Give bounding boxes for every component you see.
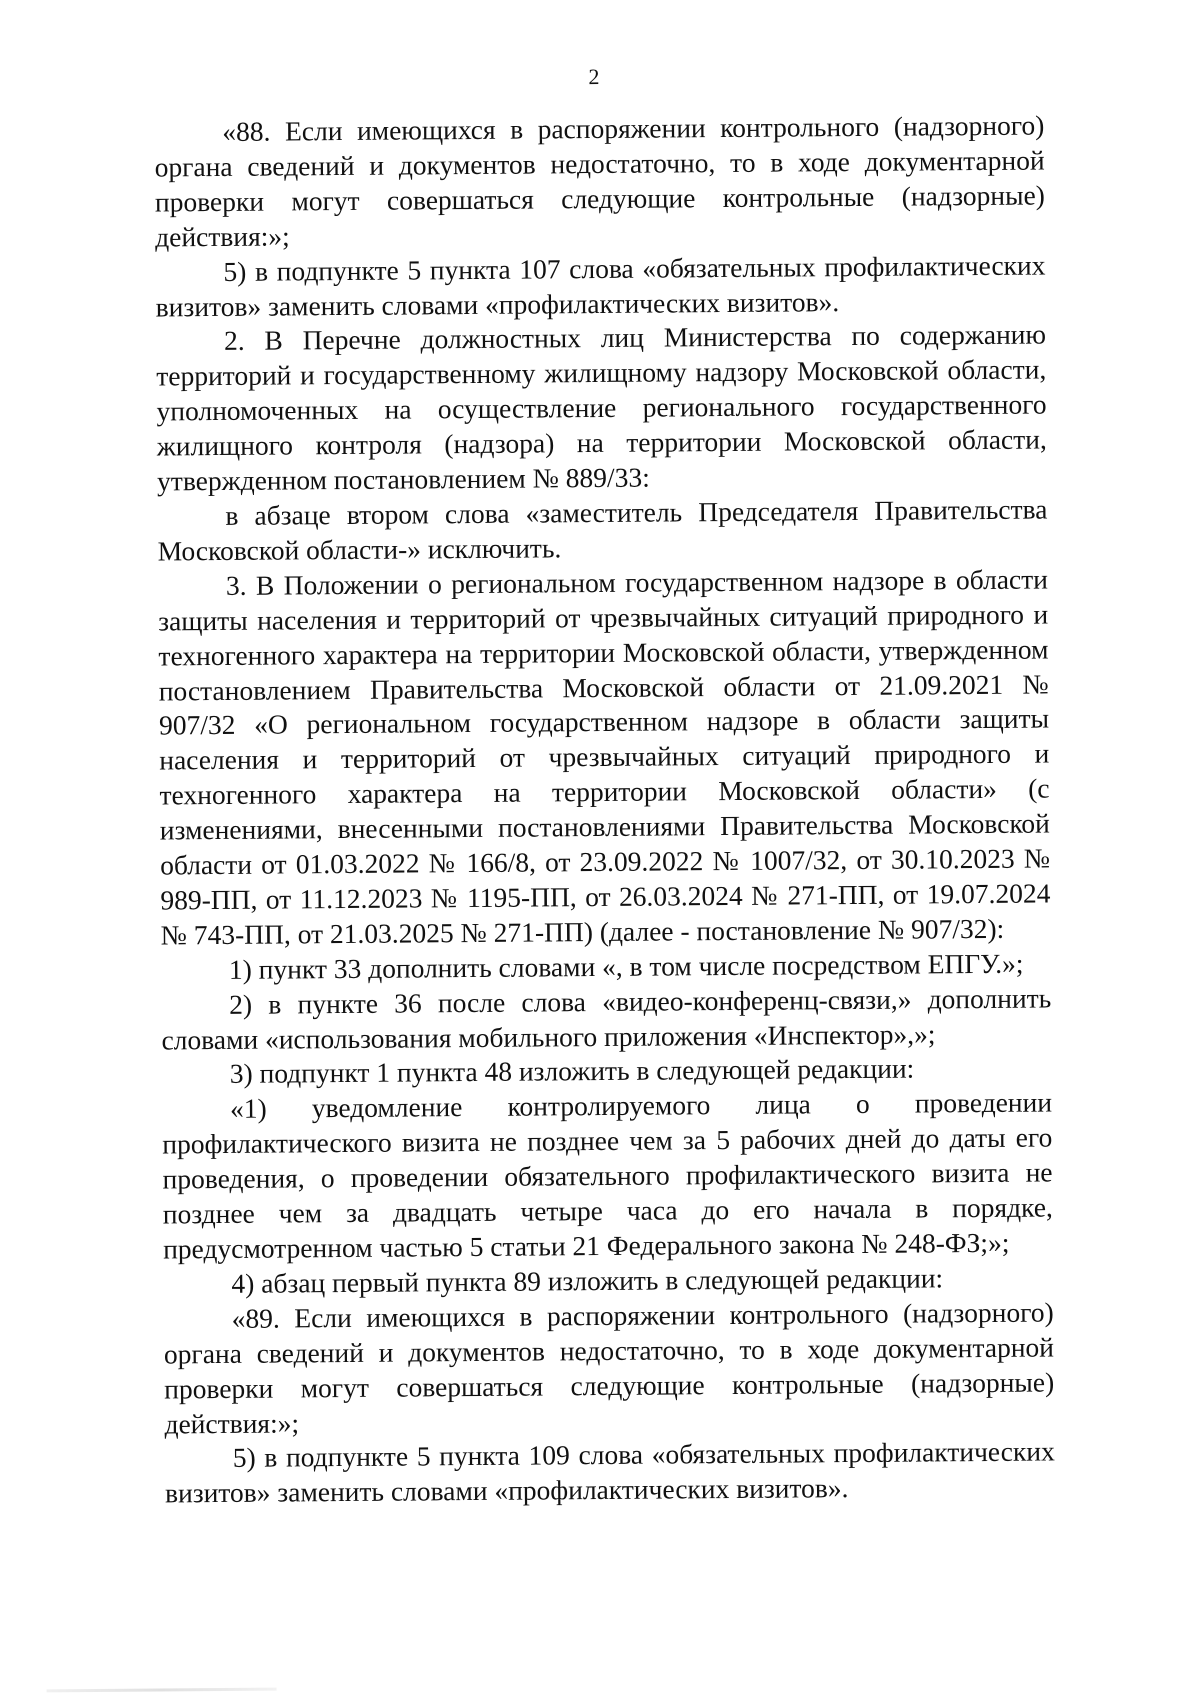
paragraph-item-4-p89: 4) абзац первый пункта 89 изложить в следующей редакции: xyxy=(231,1262,944,1299)
paragraph-amend-89: «89. Если имеющихся в распоряжении контрольного (надзорного) органа сведений и документов недостаточно, то в ходе документарной проверки могут совершаться следующие контрольные (надзорные) действия:»; xyxy=(163,1296,1055,1439)
document-body xyxy=(154,108,1055,1511)
paragraph-section-3: 3. В Положении о региональном государственном надзоре в области защиты населения и территорий от чрезвычайных ситуаций природного и техногенного характера на территории Московской области, утвержденном постановлением Правительства Московской области от 21.09.2021 № 907/32 «О региональном государственном надзоре в области защиты населения и территорий от чрезвычайных ситуаций природного и техногенного характера на территории Московской области» (с изменениями, внесенными постановлениями Правительства Московской области от 01.03.2022 № 166/8, от 23.09.2022 № 1007/32, от 30.10.2023 № 989-ПП, от 11.12.2023 № 1195-ПП, от 26.03.2024 № 271-ПП, от 19.07.2024 № 743-ПП, от 21.03.2025 № 271-ПП) (далее - постановление № 907/32): xyxy=(158,563,1051,951)
paragraph-section-2: 2. В Перечне должностных лиц Министерства по содержанию территорий и государственному жилищному надзору Московской области, уполномоченных на осуществление регионального государственного жилищного контроля (надзора) на территории Московской области, утвержденном постановлением № 889/33: xyxy=(156,318,1047,497)
paragraph-item-5-p109: 5) в подпункте 5 пункта 109 слова «обязательных профилактических визитов» заменить словами «профилактических визитов». xyxy=(164,1435,1055,1509)
paragraph-item-3-p48: 3) подпункт 1 пункта 48 изложить в следующей редакции: xyxy=(229,1053,915,1090)
paragraph-item-2-p36: 2) в пункте 36 после слова «видео-конференц-связи,» дополнить словами «использования мобильного приложения «Инспектор»,»; xyxy=(161,982,1052,1056)
paragraph-item-5-p107: 5) в подпункте 5 пункта 107 слова «обязательных профилактических визитов» заменить словами «профилактических визитов». xyxy=(155,249,1046,323)
paragraph-amend-1-notice: «1) уведомление контролируемого лица о проведении профилактического визита не позднее чем за 5 рабочих дней до даты его проведения, о проведении обязательного профилактического визита не позднее чем за двадцать четыре часа до его начала в порядке, предусмотренном частью 5 статьи 21 Федерального закона № 248-ФЗ;»; xyxy=(162,1086,1053,1265)
paragraph-item-1-p33: 1) пункт 33 дополнить словами «, в том числе посредством ЕПГУ.»; xyxy=(228,947,1024,985)
paragraph-abzac-2: в абзаце втором слова «заместитель Председателя Правительства Московской области-» исключить. xyxy=(157,493,1048,567)
page-number: 2 xyxy=(588,63,600,90)
paragraph-amend-88: «88. Если имеющихся в распоряжении контрольного (надзорного) органа сведений и документов недостаточно, то в ходе документарной проверки могут совершаться следующие контрольные (надзорные) действия:»; xyxy=(154,109,1046,253)
scan-artifact xyxy=(47,1688,277,1693)
